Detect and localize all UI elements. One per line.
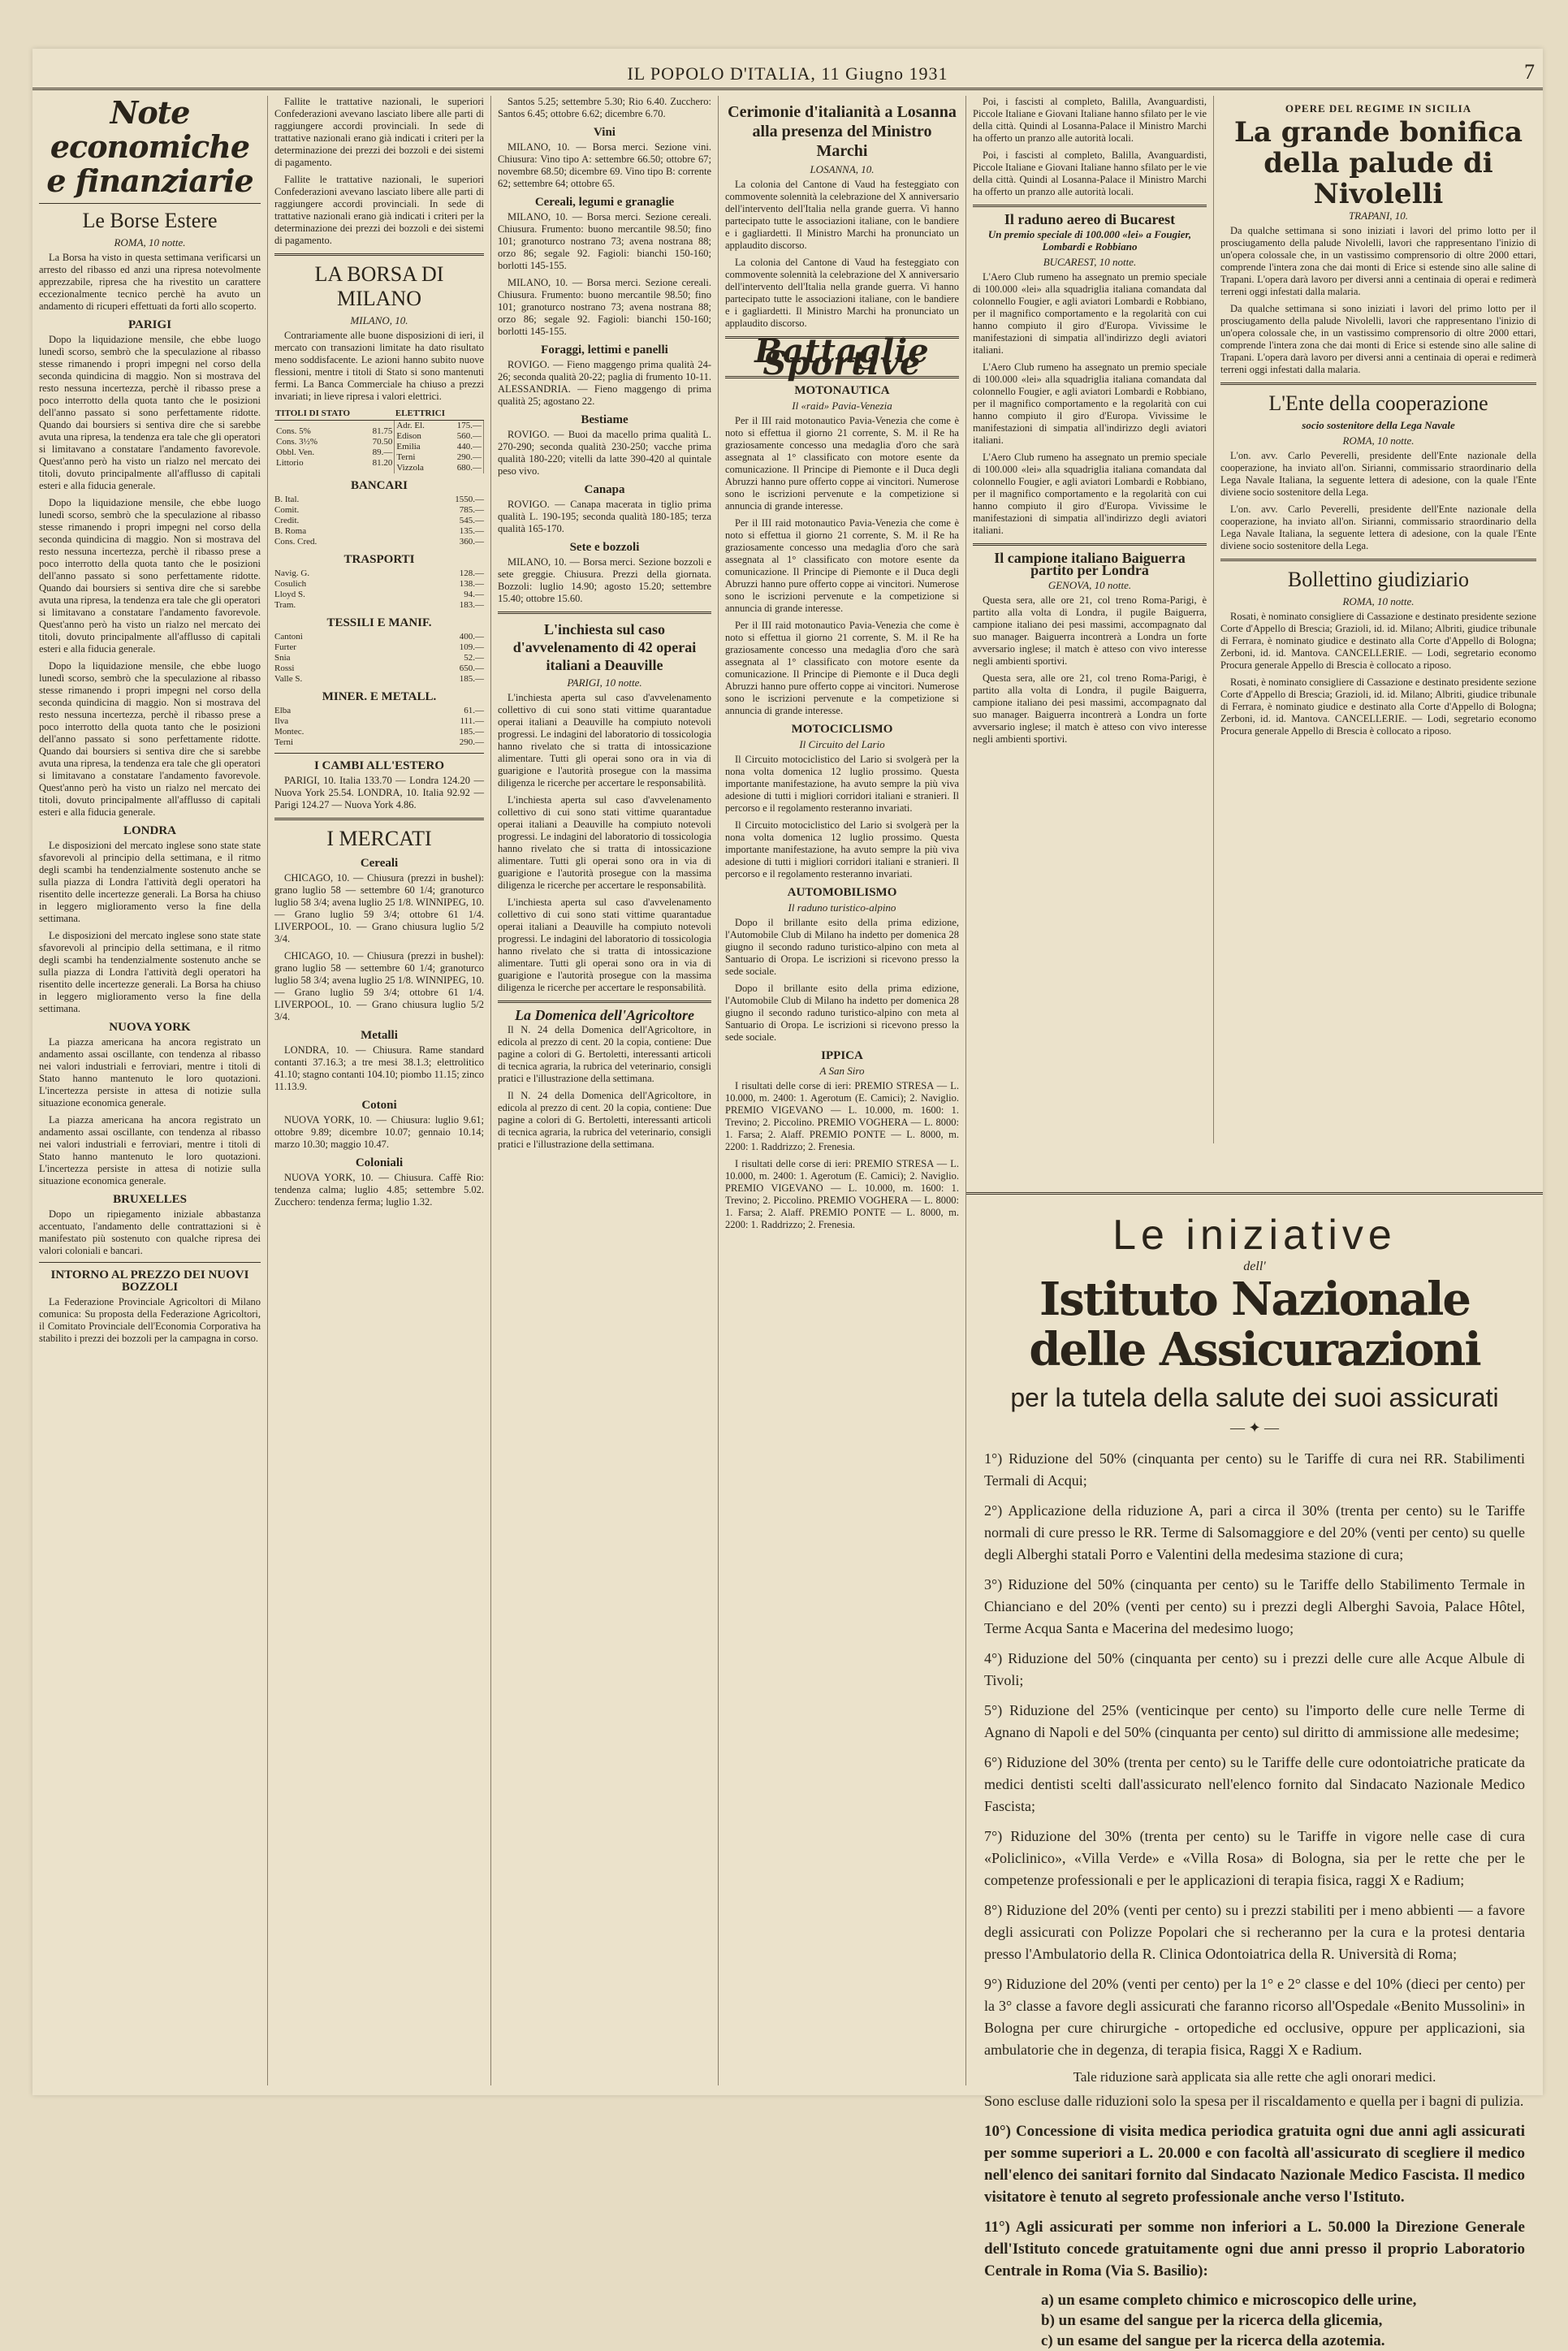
table-group xyxy=(274,632,484,685)
table-row xyxy=(274,663,484,674)
ad-item-10: 10°) Concessione di visita medica periodica gratuita ogni due anni agli assicurati per somme superiori a L. 20.000 e con facoltà all'assicurato di scegliere il medico nell'elenco dei sanitari fornito dal Sindacato Nazionale Medico Fascista. Il medico visitatore è tenuto al segreto professionale anche verso l'Istituto. xyxy=(984,2123,1525,2206)
article-text: Per il III raid motonautico Pavia-Venezia che come è noto si effettua il giorno 21 corrente, S. M. il Re ha graziosamente concesso una medaglia d'oro che sarà assegnata al 1° classificato con motore esente da comunicazione. Il Principe di Piemonte e il Duca degli Abruzzi hanno pure offerto coppe ai vincitori. Numerose sono le iscrizioni pervenute e la competizione si annuncia di grande interesse. xyxy=(725,415,959,512)
security-price: 650.— xyxy=(459,663,484,673)
ad-item: 9°) Riduzione del 20% (venti per cento) per la 1° e 2° classe e del 10% (dieci per cento) per la 3° classe a favore degli assicurati che faranno ricorso all'Ospedale «Benito Mussolini» in Bologna per cure chirurgiche - ortopediche ed occlusive, oppure per applicazioni, sia ambulatorie che in degenza, di terapia fisica, Raggi X e Radium. xyxy=(984,1976,1525,2058)
security-name: Ilva xyxy=(274,716,289,726)
table-row xyxy=(276,437,392,447)
table-group xyxy=(395,421,484,474)
security-price: 1550.— xyxy=(455,495,484,504)
article-text: ROVIGO. — Canapa macerata in tiglio prima qualità L. 190-195; seconda qualità 180-185; terza qualità 165-170. xyxy=(498,499,711,534)
security-name: Elba xyxy=(274,706,292,715)
article-text: La piazza americana ha ancora registrato un andamento assai oscillante, con tendenza al ribasso nei valori industriali e ferroviari, mentre i titoli di Stato hanno mantenuto le loro quotazioni. L'incertezza persiste in attesa di notizie sulla situazione economica generale. xyxy=(39,1114,261,1186)
subheading: socio sostenitore della Lega Navale xyxy=(1302,419,1455,431)
section-heading: Canapa xyxy=(584,483,625,496)
table-row xyxy=(396,421,482,431)
table-row xyxy=(396,442,482,452)
security-name: Comit. xyxy=(274,505,300,515)
security-price: 89.— xyxy=(372,447,393,457)
column-aviation xyxy=(966,96,1214,1143)
ad-list xyxy=(984,2290,1525,2351)
table-group xyxy=(274,421,395,474)
article-text: CHICAGO, 10. — Chiusura (prezzi in bushel): grano luglio 58 — settembre 60 1/4; granoturco luglio 58 3/4; avena luglio 25 1/8. WINNIPEG, 10. — Grano luglio 59 3/4; ottobre 61 1/4. LIVERPOOL, 10. — Grano chiusura luglio 5/2 3/4. xyxy=(274,950,484,1022)
table-row xyxy=(274,526,484,537)
security-price: 400.— xyxy=(459,632,484,642)
section-heading-bruxelles: BRUXELLES xyxy=(113,1193,187,1206)
cambi-heading: I CAMBI ALL'ESTERO xyxy=(313,759,445,772)
economics-heading: Note economiche e finanziarie xyxy=(46,96,253,199)
table-row xyxy=(274,495,484,505)
article-text: Dopo la liquidazione mensile, che ebbe luogo lunedì scorso, sembrò che la speculazione al ribasso stesse rimanendo i propri impegni nel corso della seconda quindicina di maggio. Non si mostrava del resto nessuna incertezza, perchè il ribasso prese a poco interrotto della quota tanto che le posizioni dell'anno passato si sono perfettamente ridotte. Quando dai boursiers si sentiva dire che si sarebbe avuta una ripresa, la tendenza era tale che gli operatori si limitavano a constatare l'andamento favorevole. Quest'anno però ha visto un rialzo nel mercato dei titoli, dovuto principalmente all'afflusso di capitali esteri e alla fiducia generale. xyxy=(39,660,261,818)
ad-item: 7°) Riduzione del 30% (trenta per cento) su le Tariffe in vigore nelle case di cura «Policlinico», «Villa Verde» e «Villa Rosa» di Bologna, sia per le rette che per le competenze professionali e per le applicazioni di terapia fisica, raggi X e Radium; xyxy=(984,1828,1525,1888)
security-name: Cons. 3½% xyxy=(276,436,318,447)
article-text: Il N. 24 della Domenica dell'Agricoltore, in edicola al prezzo di cent. 20 la copia, contiene: Due pagine a colori di G. Bertoletti, interessanti articoli di tecnica agraria, la rubrica del veterinario, consigli pratici e l'illustrazione della settimana. xyxy=(498,1024,711,1084)
table-row xyxy=(396,463,482,473)
column-commodities xyxy=(491,96,719,2085)
article-text: Rosati, è nominato consigliere di Cassazione e destinato presidente sezione Corte d'Appello di Brescia; Grazioli, id. id. Milano; Albriti, giudice tribunale di Ferrara, è nominato giudice e destinato alla Corte d'Appello di Bologna; Zerboni, id. id. Mantova. CANCELLERIE. — Lodi, segretario economo Procura generale Appello di Brescia è collocato a riposo. xyxy=(1220,676,1536,737)
article-text: Il Circuito motociclistico del Lario si svolgerà per la nona volta domenica 12 luglio prossimo. Questa importante manifestazione, ha avuto sempre la più viva adesione di tutti i migliori corridori italiani e stranieri. Il percorso e il regolamento resteranno invariati. xyxy=(725,754,959,814)
subheading: A San Siro xyxy=(819,1065,865,1077)
article-text: MILANO, 10. — Borsa merci. Sezione vini. Chiusura: Vino tipo A: settembre 66.50; ottobre 67; novembre 68.50; dicembre 69. Vino tipo B: corrente 62; settembre 64; ottobre 65. xyxy=(498,141,711,189)
security-name: Navig. G. xyxy=(274,568,310,578)
article-text: L'inchiesta aperta sul caso d'avvelenamento collettivo di cui sono stati vittime quarantadue operai italiani a Deauville ha compiuto notevoli progressi. Le indagini del laboratorio di tossicologia hanno rivelato che si tratta di intossicazione alimentare. Tutti gli operai sono ora in via di guarigione e l'autorità prosegue con la massima diligenza le ricerche per accertare le responsabilità. xyxy=(498,897,711,993)
ad-list-item: c) un esame del sangue per la ricerca della azotemia. xyxy=(1041,2332,1385,2349)
subheading: Il raduno turistico-alpino xyxy=(788,901,896,914)
article-text: Poi, i fascisti al completo, Balilla, Avanguardisti, Piccole Italiane e Giovani Italiane hanno sfilato per le vie della città. Quindi al Losanna-Palace il Ministro Marchi ha offerto un pranzo alle autorità locali. xyxy=(973,149,1207,197)
security-name: Emilia xyxy=(396,442,421,452)
column-sport xyxy=(719,96,966,2085)
article-text: PARIGI, 10. Italia 133.70 — Londra 124.20 — Nuova York 25.54. LONDRA, 10. Italia 92.92 — Parigi 124.27 — Nuova York 4.86. xyxy=(274,775,484,810)
security-price: 175.— xyxy=(456,421,482,430)
article-text: Contrariamente alle buone disposizioni di ieri, il mercato con transazioni limitate ha dato risultato meno soddisfacente. Le azioni hanno subito nuove flessioni, mentre i titoli di Stato si sono mantenuti fermi. La Banca Commerciale ha chiuso a prezzi invariati; in lieve ripresa i valori elettrici. xyxy=(274,330,484,402)
security-price: 94.— xyxy=(464,590,484,599)
section-heading: Foraggi, lettimi e panelli xyxy=(541,344,668,357)
subheading: Il Circuito del Lario xyxy=(799,738,885,750)
article-text: Questa sera, alle ore 21, col treno Roma-Parigi, è partito alla volta di Londra, il pugile Baiguerra, campione italiano dei pesi massimi, accompagnato dal suo manager. Baiguerra incontrerà a Londra un forte avversario inglese; il match è atteso con vivo interesse negli ambienti sportivi. xyxy=(973,672,1207,745)
security-price: 70.50 xyxy=(372,436,393,447)
table-row xyxy=(274,579,484,590)
security-name: B. Ital. xyxy=(274,495,300,504)
ad-item: 8°) Riduzione del 20% (venti per cento) su i prezzi stabiliti per i meno abbienti — a favore degli assicurati con Polizze Popolari che si recheranno per la cura e la protesi dentaria presso l'Ambulatorio della R. Clinica Odontoiatrica della R. Università di Roma; xyxy=(984,1902,1525,1962)
article-text: Il Circuito motociclistico del Lario si svolgerà per la nona volta domenica 12 luglio prossimo. Questa importante manifestazione, ha avuto sempre la più viva adesione di tutti i migliori corridori italiani e stranieri. Il percorso e il regolamento resteranno invariati. xyxy=(725,819,959,879)
article-text: CHICAGO, 10. — Chiusura (prezzi in bushel): grano luglio 58 — settembre 60 1/4; granoturco luglio 58 3/4; avena luglio 25 1/8. WINNIPEG, 10. — Grano luglio 59 3/4; ottobre 61 1/4. LIVERPOOL, 10. — Grano chiusura luglio 5/2 3/4. xyxy=(274,872,484,944)
security-price: 290.— xyxy=(456,452,482,462)
column-regime xyxy=(1214,96,1543,1143)
section-heading-londra: LONDRA xyxy=(123,824,176,837)
table-row xyxy=(274,653,484,663)
article-text: L'Aero Club rumeno ha assegnato un premio speciale di 100.000 «lei» alla squadriglia italiana comandata dal colonnello Fougier, e agli aviatori Lombardi e Robbiano, per il magnifico comportamento e la regolarità con cui hanno compiuto il giro d'Europa. Vivissime le manifestazioni di simpatia all'indirizzo degli aviatori italiani. xyxy=(973,452,1207,536)
ad-title-le: Le iniziative xyxy=(1112,1212,1397,1259)
article-text: Dopo il brillante esito della prima edizione, l'Automobile Club di Milano ha indetto per domenica 28 giugno il secondo raduno turistico-alpino con meta al Santuario di Oropa. Le iscrizioni si ricevono presso la sede sociale. xyxy=(725,983,959,1043)
security-name: Montec. xyxy=(274,727,305,737)
section-heading: Sete e bozzoli xyxy=(569,541,640,554)
security-name: Vizzola xyxy=(396,463,424,473)
dateline: MILANO, 10. xyxy=(350,314,408,326)
ad-title-dell: dell' xyxy=(1243,1260,1266,1273)
article-text: Rosati, è nominato consigliere di Cassazione e destinato presidente sezione Corte d'Appello di Brescia; Grazioli, id. id. Milano; Albriti, giudice tribunale di Ferrara, è nominato giudice e destinato alla Corte d'Appello di Bologna; Zerboni, id. id. Mantova. CANCELLERIE. — Lodi, segretario economo Procura generale Appello di Brescia è collocato a riposo. xyxy=(1220,611,1536,671)
dateline: ROMA, 10 notte. xyxy=(1342,434,1415,447)
article-text: Il N. 24 della Domenica dell'Agricoltore, in edicola al prezzo di cent. 20 la copia, contiene: Due pagine a colori di G. Bertoletti, interessanti articoli di tecnica agraria, la rubrica del veterinario, consigli pratici e l'illustrazione della settimana. xyxy=(498,1090,711,1150)
column-markets xyxy=(268,96,491,2085)
ad-note: Sono escluse dalle riduzioni solo la spesa per il riscaldamento e quella per i bagni di pulizia. xyxy=(984,2093,1524,2109)
article-text: Da qualche settimana si sono iniziati i lavori del primo lotto per il prosciugamento della palude Nivolelli, lavori che rappresentano l'inizio di un'opera colossale che, in un vastissimo comprensorio di oltre 2000 ettari, comprende l'intera zona che dai monti di Erice si estende sino alle saline di Trapani. L'opera darà lavoro per diversi anni a centinaia di operai e redimerà terreni oggi infestati dalla malaria. xyxy=(1220,303,1536,375)
ad-items xyxy=(984,1448,1525,2061)
stock-table xyxy=(274,408,484,473)
domenica-heading: La Domenica dell'Agricoltore xyxy=(515,1007,694,1023)
section-heading: IPPICA xyxy=(821,1049,863,1062)
section-heading: Cereali, legumi e granaglie xyxy=(534,196,675,209)
table-row xyxy=(276,447,392,458)
article-text: Per il III raid motonautico Pavia-Venezia che come è noto si effettua il giorno 21 corrente, S. M. il Re ha graziosamente concesso una medaglia d'oro che sarà assegnata al 1° classificato con motore esente da comunicazione. Il Principe di Piemonte e il Duca degli Abruzzi hanno pure offerto coppe ai vincitori. Numerose sono le iscrizioni pervenute e la competizione si annuncia di grande interesse. xyxy=(725,620,959,716)
subheading: Il «raid» Pavia-Venezia xyxy=(792,400,892,412)
article-text: L'on. avv. Carlo Peverelli, presidente dell'Ente nazionale della cooperazione, ha inviato all'on. Sirianni, commissario straordinario della Lega Navale Italiana, la seguente lettera di adesione, con la quale l'Ente diviene socio sostenitore della Lega. xyxy=(1220,503,1536,551)
table-row xyxy=(276,426,392,437)
ad-item: 2°) Applicazione della riduzione A, pari a circa il 30% (trenta per cento) su le Tariffe normali di cure presso le RR. Terme di Salsomaggiore e del 20% (venti per cento) su quelle degli Alberghi statali Porro e Valentini della medesima stazione di cura; xyxy=(984,1502,1525,1562)
article-text: MILANO, 10. — Borsa merci. Sezione cereali. Chiusura. Frumento: buono mercantile 98.50; fino 101; granoturco nostrano 73; avena nostrana 88; orzo 86; segale 92. Fagioli: bianchi 150-160; borlotti 145-155. xyxy=(498,277,711,337)
newspaper-page xyxy=(32,49,1543,2349)
table-row xyxy=(274,716,484,727)
security-name: Lloyd S. xyxy=(274,590,305,599)
security-name: Snia xyxy=(274,653,291,663)
article-text: I risultati delle corse di ieri: PREMIO STRESA — L. 10.000, m. 2400: 1. Agerotum (E. Camici); 2. Naviglio. PREMIO VIGEVANO — L. 10.000, m. 1600: 1. Trevino; 2. Piccolino. PREMIO VOGHERA — L. 8000: 1. Farsa; 2. Alaff. PREMIO PONTE — L. 8000, m. 2200: 1. Raddrizzo; 2. Frenesia. xyxy=(725,1080,959,1152)
table-heading: ELETTRICI xyxy=(395,408,484,421)
security-price: 185.— xyxy=(459,727,484,737)
security-price: 109.— xyxy=(459,642,484,652)
ad-item: 5°) Riduzione del 25% (venticinque per cento) su l'importo delle cure nelle Terme di Agnano di Napoli e del 50% (cinquanta per cento) sul diritto di ammissione alle medesime; xyxy=(984,1702,1525,1740)
article-text: NUOVA YORK, 10. — Chiusura. Caffè Rio: tendenza calma; luglio 4.85; settembre 5.02. Zucchero: tendenza ferma; luglio 1.32. xyxy=(274,1172,484,1208)
table-row xyxy=(274,568,484,579)
security-price: 52.— xyxy=(464,653,484,663)
article-text: NUOVA YORK, 10. — Chiusura: luglio 9.61; ottobre 9.89; dicembre 10.07; gennaio 10.14; marzo 10.30; maggio 10.47. xyxy=(274,1114,484,1150)
ad-item: 4°) Riduzione del 50% (cinquanta per cento) su i prezzi delle cure alle Acque Albule di Tivoli; xyxy=(984,1650,1525,1688)
masthead xyxy=(32,49,1543,90)
dateline: LOSANNA, 10. xyxy=(810,163,875,175)
table-row xyxy=(274,642,484,653)
dateline: ROMA, 10 notte. xyxy=(1342,595,1415,607)
security-name: Cons. Cred. xyxy=(274,537,317,547)
security-price: 440.— xyxy=(456,442,482,452)
security-name: Tram. xyxy=(274,600,296,610)
security-price: 135.— xyxy=(459,526,484,536)
security-price: 111.— xyxy=(460,716,484,726)
table-row xyxy=(274,590,484,600)
table-group xyxy=(274,495,484,547)
section-heading: Coloniali xyxy=(355,1156,404,1169)
insurance-advertisement xyxy=(966,1192,1543,2349)
section-heading-bozzoli: INTORNO AL PREZZO DEI NUOVI BOZZOLI xyxy=(50,1268,249,1294)
article-text: Fallite le trattative nazionali, le superiori Confederazioni avevano lasciato libere alle parti di raggiungere accordi provinciali. In sede di trattative nazionali erano già indicati i criteri per la determinazione dei prezzi dei bozzoli e dei sistemi di pagamento. xyxy=(274,174,484,246)
security-price: 290.— xyxy=(459,737,484,747)
security-price: 185.— xyxy=(459,674,484,684)
security-price: 81.20 xyxy=(372,457,393,468)
security-price: 81.75 xyxy=(372,426,393,436)
bonifica-heading: La grande bonifica della palude di Nivolelli xyxy=(1234,116,1523,210)
table-row xyxy=(274,706,484,716)
section-heading-parigi: PARIGI xyxy=(127,318,172,331)
table-section-heading: TRASPORTI xyxy=(343,553,415,566)
security-name: Terni xyxy=(274,737,294,747)
security-name: Furter xyxy=(274,642,296,652)
security-price: 61.— xyxy=(464,706,484,715)
security-name: Valle S. xyxy=(274,674,303,684)
ad-item-11: 11°) Agli assicurati per somme non inferiori a L. 50.000 la Direzione Generale dell'Istituto concede gratuitamente ogni due anni presso il proprio Laboratorio Centrale in Roma (Via S. Basilio): xyxy=(984,2219,1525,2280)
table-section-heading: BANCARI xyxy=(350,479,408,492)
security-price: 183.— xyxy=(459,600,484,610)
security-name: Cantoni xyxy=(274,632,303,642)
security-price: 680.— xyxy=(456,463,482,473)
article-text: L'Aero Club rumeno ha assegnato un premio speciale di 100.000 «lei» alla squadriglia italiana comandata dal colonnello Fougier, e agli aviatori Lombardi e Robbiano, per il magnifico comportamento e la regolarità con cui hanno compiuto il giro d'Europa. Vivissime le manifestazioni di simpatia all'indirizzo degli aviatori italiani. xyxy=(973,361,1207,446)
security-price: 360.— xyxy=(459,537,484,547)
table-heading: TITOLI DI STATO xyxy=(274,408,395,421)
security-price: 128.— xyxy=(459,568,484,578)
dateline: TRAPANI, 10. xyxy=(1348,210,1409,222)
section-heading: Cereali xyxy=(360,857,399,870)
article-text: Da qualche settimana si sono iniziati i lavori del primo lotto per il prosciugamento della palude Nivolelli, lavori che rappresentano l'inizio di un'opera colossale che, in un vastissimo comprensorio di oltre 2000 ettari, comprende l'intera zona che dai monti di Erice si estende sino alle saline di Trapani. L'opera darà lavoro per diversi anni a centinaia di operai e redimerà terreni oggi infestati dalla malaria. xyxy=(1220,225,1536,297)
security-name: Rossi xyxy=(274,663,295,673)
table-row xyxy=(274,537,484,547)
article-text: Dopo il brillante esito della prima edizione, l'Automobile Club di Milano ha indetto per domenica 28 giugno il secondo raduno turistico-alpino con meta al Santuario di Oropa. Le iscrizioni si ricevono presso la sede sociale. xyxy=(725,917,959,977)
section-heading: Cotoni xyxy=(361,1099,397,1112)
article-text: La Borsa ha visto in questa settimana verificarsi un arresto del ribasso ed anzi una ripresa notevolmente apprezzabile, ripresa che ha rivestito un carattere eccezionalmente tecnico perchè ha avuto un andamento di ricuperi effettuati da forti allo scoperto. xyxy=(39,252,261,312)
ad-subtitle: per la tutela della salute dei suoi assicurati xyxy=(1010,1383,1499,1412)
columns xyxy=(32,96,1543,2349)
article-text: L'Aero Club rumeno ha assegnato un premio speciale di 100.000 «lei» alla squadriglia italiana comandata dal colonnello Fougier, e agli aviatori Lombardi e Robbiano, per il magnifico comportamento e la regolarità con cui hanno compiuto il giro d'Europa. Vivissime le manifestazioni di simpatia all'indirizzo degli aviatori italiani. xyxy=(973,271,1207,356)
section-heading: Bestiame xyxy=(581,413,628,426)
security-name: Edison xyxy=(396,431,421,441)
article-text: Questa sera, alle ore 21, col treno Roma-Parigi, è partito alla volta di Londra, il pugile Baiguerra, campione italiano dei pesi massimi, accompagnato dal suo manager. Baiguerra incontrerà a Londra un forte avversario inglese; il match è atteso con vivo interesse negli ambienti sportivi. xyxy=(973,594,1207,667)
table-row xyxy=(276,458,392,469)
security-name: Credit. xyxy=(274,516,300,525)
table-row xyxy=(274,516,484,526)
security-price: 545.— xyxy=(459,516,484,525)
article-text: La colonia del Cantone di Vaud ha festeggiato con commovente solennità la celebrazione del X anniversario dell'intervento dell'Italia nella grande guerra. Vi hanno partecipato tutte le associazioni italiane, con le bandiere e i gagliardetti. Il Ministro Marchi ha pronunciato un applaudito discorso. xyxy=(725,179,959,251)
bollettino-heading: Bollettino giudiziario xyxy=(1287,568,1470,591)
section-heading: Vini xyxy=(594,126,616,139)
masthead-title: IL POPOLO D'ITALIA, 11 Giugno 1931 xyxy=(627,63,948,84)
article-text: Dopo la liquidazione mensile, che ebbe luogo lunedì scorso, sembrò che la speculazione al ribasso stesse rimanendo i propri impegni nel corso della seconda quindicina di maggio. Non si mostrava del resto nessuna incertezza, perchè il ribasso prese a poco interrotto della quota tanto che le posizioni dell'anno passato si sono perfettamente ridotte. Quando dai boursiers si sentiva dire che si sarebbe avuta una ripresa, la tendenza era tale che gli operatori si limitavano a constatare l'andamento favorevole. Quest'anno però ha visto un rialzo nel mercato dei titoli, dovuto principalmente all'afflusso di capitali esteri e alla fiducia generale. xyxy=(39,497,261,655)
cerimonia-heading: Cerimonie d'italianità a Losanna alla presenza del Ministro Marchi xyxy=(728,103,957,160)
security-name: Obbl. Ven. xyxy=(276,447,315,457)
article-text: Poi, i fascisti al completo, Balilla, Avanguardisti, Piccole Italiane e Giovani Italiane hanno sfilato per le vie della città. Quindi al Losanna-Palace il Ministro Marchi ha offerto un pranzo alle autorità locali. xyxy=(973,96,1207,144)
sport-section-title: Battaglie Sportive xyxy=(754,332,930,382)
table-row xyxy=(274,600,484,611)
ad-item: 1°) Riduzione del 50% (cinquanta per cento) su le Tariffe di cura nei RR. Stabilimenti Termali di Acqui; xyxy=(984,1450,1525,1489)
article-text: L'inchiesta aperta sul caso d'avvelenamento collettivo di cui sono stati vittime quarantadue operai italiani a Deauville ha compiuto notevoli progressi. Le indagini del laboratorio di tossicologia hanno rivelato che si tratta di intossicazione alimentare. Tutti gli operai sono ora in via di guarigione e l'autorità prosegue con la massima diligenza le ricerche per accertare le responsabilità. xyxy=(498,794,711,891)
table-group xyxy=(274,706,484,748)
table-row xyxy=(274,632,484,642)
ad-item: 3°) Riduzione del 50% (cinquanta per cento) su le Tariffe dello Stabilimento Termale in Chianciano e del 20% (venti per cento) su i prezzi degli Alberghi Savoia, Palace Hôtel, Terme Acqua Santa e Macerina del medesimo luogo; xyxy=(984,1576,1525,1636)
article-text: LONDRA, 10. — Chiusura. Rame standard contanti 37.16.3; a tre mesi 38.1.3; elettrolitico 41.10; stagno contanti 104.10; piombo 11.15; zinco 11.13.9. xyxy=(274,1044,484,1092)
security-price: 785.— xyxy=(459,505,484,515)
article-text: L'inchiesta aperta sul caso d'avvelenamento collettivo di cui sono stati vittime quarantadue operai italiani a Deauville ha compiuto notevoli progressi. Le indagini del laboratorio di tossicologia hanno rivelato che si tratta di intossicazione alimentare. Tutti gli operai sono ora in via di guarigione e l'autorità prosegue con la massima diligenza le ricerche per accertare le responsabilità. xyxy=(498,692,711,789)
table-group xyxy=(274,568,484,611)
table-row xyxy=(274,737,484,748)
security-name: B. Roma xyxy=(274,526,307,536)
ad-note: Tale riduzione sarà applicata sia alle rette che agli onorari medici. xyxy=(1073,2069,1436,2085)
article-text: Per il III raid motonautico Pavia-Venezia che come è noto si effettua il giorno 21 corrente, S. M. il Re ha graziosamente concesso una medaglia d'oro che sarà assegnata al 1° classificato con motore esente da comunicazione. Il Principe di Piemonte e il Duca degli Abruzzi hanno pure offerto coppe ai vincitori. Numerose sono le iscrizioni pervenute e la competizione si annuncia di grande interesse. xyxy=(725,517,959,614)
section-heading: MOTONAUTICA xyxy=(794,384,890,397)
security-name: Terni xyxy=(396,452,416,462)
article-text: Le disposizioni del mercato inglese sono state state sfavorevoli al principio della settimana, e il ritmo degli scambi ha tendenzialmente sostenuto anche se sulla piazza di Londra l'attività degli operatori ha risentito delle incertezze generali. La Borsa ha chiuso in leggero miglioramento verso la fine della settimana. xyxy=(39,840,261,924)
inchiesta-heading: L'inchiesta sul caso d'avvelenamento di 42 operai italiani a Deauville xyxy=(512,621,697,673)
ente-heading: L'Ente della cooperazione xyxy=(1268,391,1488,415)
article-text: ROVIGO. — Buoi da macello prima qualità L. 270-290; seconda qualità 230-250; vacche prima qualità 180-220; vitelli da latte 390-420 al quintale peso vivo. xyxy=(498,429,711,477)
article-text: Dopo un ripiegamento iniziale abbastanza accentuato, l'andamento delle contrattazioni si è manifestato più sostenuto con qualche ripresa dei valori coloniali e bancari. xyxy=(39,1208,261,1256)
ad-list-item: b) un esame del sangue per la ricerca della glicemia, xyxy=(1041,2312,1383,2329)
dateline: BUCAREST, 10 notte. xyxy=(1043,256,1137,268)
table-row xyxy=(274,674,484,685)
security-price: 560.— xyxy=(456,431,482,441)
table-section-heading: TESSILI E MANIF. xyxy=(326,616,432,629)
column-economics xyxy=(32,96,268,2085)
article-text: La piazza americana ha ancora registrato un andamento assai oscillante, con tendenza al ribasso nei valori industriali e ferroviari, mentre i titoli di Stato hanno mantenuto le loro quotazioni. L'incertezza persiste in attesa di notizie sulla situazione economica generale. xyxy=(39,1036,261,1109)
table-row xyxy=(274,727,484,737)
ad-item: 6°) Riduzione del 30% (trenta per cento) su le Tariffe delle cure odontoiatriche praticate da medici dentisti scelti dall'assicurato nell'elenco fornito dal Sindacato Nazionale Medico Fascista; xyxy=(984,1754,1525,1814)
table-section-heading: MINER. E METALL. xyxy=(322,690,437,703)
article-text: MILANO, 10. — Borsa merci. Sezione cereali. Chiusura. Frumento: buono mercantile 98.50; fino 101; granoturco nostrano 73; avena nostrana 88; orzo 86; segale 92. Fagioli: bianchi 150-160; borlotti 145-155. xyxy=(498,211,711,271)
ad-list-item: a) un esame completo chimico e microscopico delle urine, xyxy=(1041,2292,1417,2309)
foreign-exchanges-heading: Le Borse Estere xyxy=(82,209,218,232)
ad-title-istituto: Istituto Nazionale delle Assicurazioni xyxy=(1029,1273,1480,1376)
security-name: Adr. El. xyxy=(396,421,425,430)
borsa-milano-heading: LA BORSA DI MILANO xyxy=(314,262,444,310)
page-number: 7 xyxy=(1524,60,1535,84)
subheading: Un premio speciale di 100.000 «lei» a Fougier, Lombardi e Robbiano xyxy=(987,228,1192,253)
article-text: La Federazione Provinciale Agricoltori di Milano comunica: Su proposta della Federazione Agricoltori, il Comitato Provinciale dell'Economia Corporativa ha stabilito i prezzi dei bozzoli per la campagna in corso. xyxy=(39,1296,261,1344)
article-text: L'on. avv. Carlo Peverelli, presidente dell'Ente nazionale della cooperazione, ha inviato all'on. Sirianni, commissario straordinario della Lega Navale Italiana, la seguente lettera di adesione, con la quale l'Ente diviene socio sostenitore della Lega. xyxy=(1220,450,1536,498)
table-row xyxy=(274,505,484,516)
mercati-heading: I MERCATI xyxy=(326,827,432,850)
article-text: Le disposizioni del mercato inglese sono state state sfavorevoli al principio della settimana, e il ritmo degli scambi ha tendenzialmente sostenuto anche se sulla piazza di Londra l'attività degli operatori ha risentito delle incertezze generali. La Borsa ha chiuso in leggero miglioramento verso la fine della settimana. xyxy=(39,930,261,1014)
security-name: Littorio xyxy=(276,457,304,468)
table-row xyxy=(396,452,482,463)
campione-heading: Il campione italiano Baiguerra partito per Londra xyxy=(994,550,1186,578)
article-text: Santos 5.25; settembre 5.30; Rio 6.40. Zucchero: Santos 6.45; ottobre 6.62; dicembre 6.70. xyxy=(498,96,711,119)
raduno-heading: Il raduno aereo di Bucarest xyxy=(1004,211,1176,227)
article-text: I risultati delle corse di ieri: PREMIO STRESA — L. 10.000, m. 2400: 1. Agerotum (E. Camici); 2. Naviglio. PREMIO VIGEVANO — L. 10.000, m. 1600: 1. Trevino; 2. Piccolino. PREMIO VOGHERA — L. 8000: 1. Farsa; 2. Alaff. PREMIO PONTE — L. 8000, m. 2200: 1. Raddrizzo; 2. Frenesia. xyxy=(725,1158,959,1230)
article-text: MILANO, 10. — Borsa merci. Sezione bozzoli e sete greggie. Chiusura. Prezzi della giornata. Bozzoli: luglio 14.90; agosto 15.20; settembre 15.40; ottobre 15.60. xyxy=(498,556,711,604)
ornament-icon: — ✦ — xyxy=(1229,1420,1280,1436)
article-text: Fallite le trattative nazionali, le superiori Confederazioni avevano lasciato libere alle parti di raggiungere accordi provinciali. In sede di trattative nazionali erano già indicati i criteri per la determinazione dei prezzi dei bozzoli e dei sistemi di pagamento. xyxy=(274,96,484,168)
dateline: ROMA, 10 notte. xyxy=(114,236,186,248)
section-heading-nuova-york: NUOVA YORK xyxy=(109,1021,191,1034)
security-name: Cosulich xyxy=(274,579,307,589)
article-text: ROVIGO. — Fieno maggengo prima qualità 24-26; seconda qualità 20-22; paglia di frumento 10-11. ALESSANDRIA. — Fieno maggengo di prima qualità 25; agostano 22. xyxy=(498,359,711,407)
section-heading: MOTOCICLISMO xyxy=(791,723,893,736)
article-text: Dopo la liquidazione mensile, che ebbe luogo lunedì scorso, sembrò che la speculazione al ribasso stesse rimanendo i propri impegni nel corso della seconda quindicina di maggio. Non si mostrava del resto nessuna incertezza, perchè il ribasso prese a poco interrotto della quota tanto che le posizioni dell'anno passato si sono perfettamente ridotte. Quando dai boursiers si sentiva dire che si sarebbe avuta una ripresa, la tendenza era tale che gli operatori si limitavano a constatare l'andamento favorevole. Quest'anno però ha visto un rialzo nel mercato dei titoli, dovuto principalmente all'afflusso di capitali esteri e alla fiducia generale. xyxy=(39,334,261,491)
security-price: 138.— xyxy=(459,579,484,589)
dateline: GENOVA, 10 notte. xyxy=(1047,579,1132,591)
table-row xyxy=(396,431,482,442)
kicker: OPERE DEL REGIME IN SICILIA xyxy=(1285,102,1472,115)
section-heading: AUTOMOBILISMO xyxy=(787,886,897,899)
article-text: La colonia del Cantone di Vaud ha festeggiato con commovente solennità la celebrazione del X anniversario dell'intervento dell'Italia nella grande guerra. Vi hanno partecipato tutte le associazioni italiane, con le bandiere e i gagliardetti. Il Ministro Marchi ha pronunciato un applaudito discorso. xyxy=(725,257,959,329)
dateline: PARIGI, 10 notte. xyxy=(567,676,642,689)
section-heading: Metalli xyxy=(361,1029,398,1042)
security-name: Cons. 5% xyxy=(276,426,311,436)
